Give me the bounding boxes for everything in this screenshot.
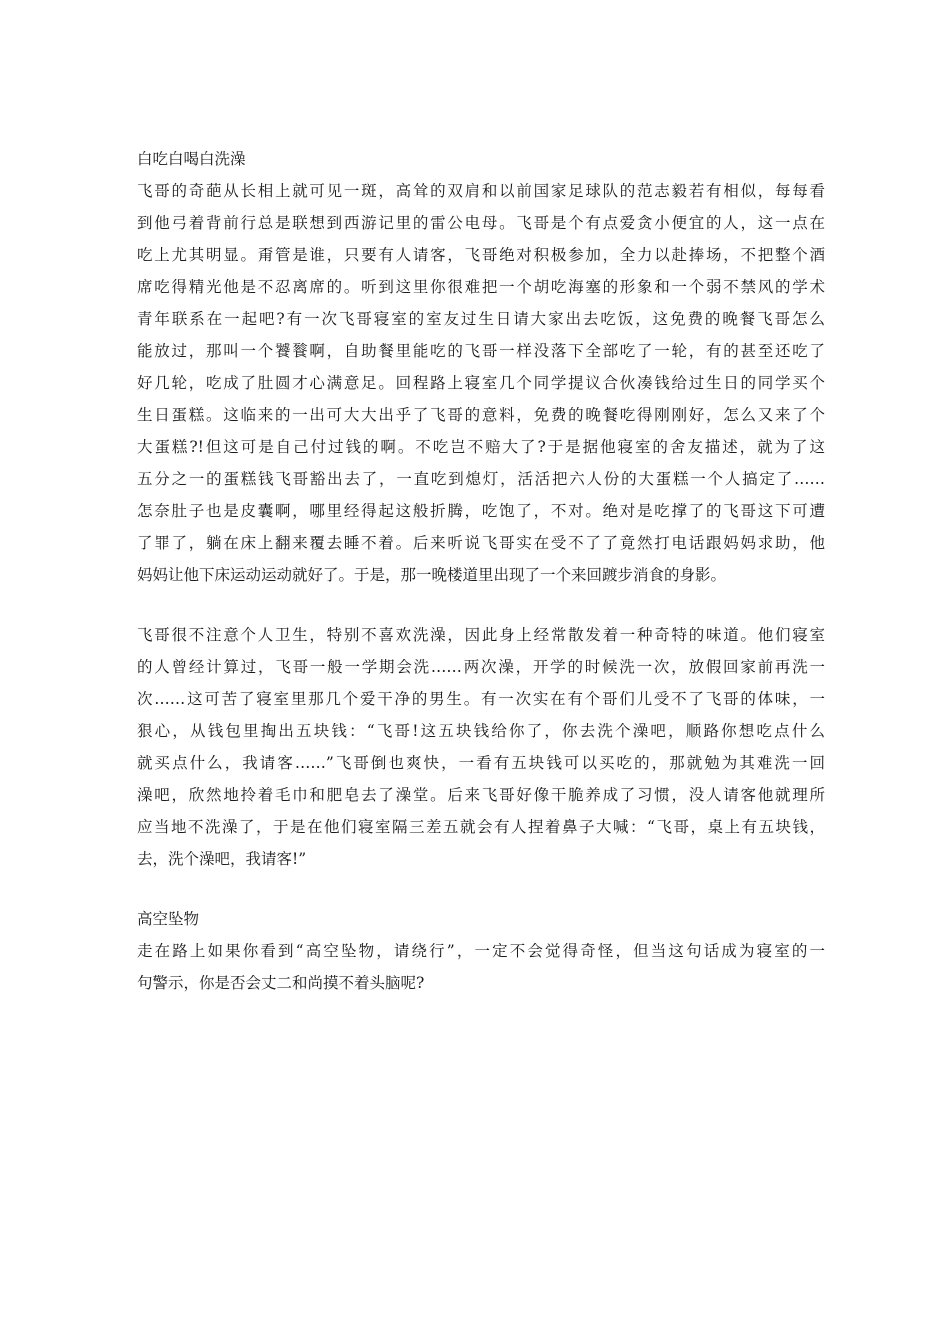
paragraph-line: 妈妈让他下床运动运动就好了。于是，那一晚楼道里出现了一个来回踱步消食的身影。 (137, 566, 727, 584)
paragraph-line: 应当地不洗澡了，于是在他们寝室隔三差五就会有人捏着鼻子大喊：“飞哥，桌上有五块钱， (137, 818, 825, 836)
paragraph (137, 175, 825, 591)
paragraph-line: 飞哥的奇葩从长相上就可见一斑，高耸的双肩和以前国家足球队的范志毅若有相似，每每看 (137, 182, 825, 200)
paragraph-line: 走在路上如果你看到“高空坠物，请绕行”，一定不会觉得奇怪，但当这句话成为寝室的一 (137, 942, 825, 960)
paragraph-line: 大蛋糕?!但这可是自己付过钱的啊。不吃岂不赔大了?于是据他寝室的舍友描述，就为了这 (137, 438, 825, 456)
document-page (137, 143, 825, 999)
paragraph-line: 飞哥很不注意个人卫生，特别不喜欢洗澡，因此身上经常散发着一种奇特的味道。他们寝室 (137, 626, 825, 644)
section-heading: 白吃白喝白洗澡 (137, 150, 246, 168)
paragraph (137, 619, 825, 875)
paragraph-line: 去，洗个澡吧，我请客!” (137, 850, 307, 868)
paragraph-gap (137, 591, 825, 619)
section-bai-chi (137, 143, 825, 875)
paragraph-line: 青年联系在一起吧?有一次飞哥寝室的室友过生日请大家出去吃饭，这免费的晚餐飞哥怎么 (137, 310, 825, 328)
paragraph-line: 澡吧，欣然地拎着毛巾和肥皂去了澡堂。后来飞哥好像干脆养成了习惯，没人请客他就理所 (137, 786, 825, 804)
paragraph-line: 次……这可苦了寝室里那几个爱干净的男生。有一次实在有个哥们儿受不了飞哥的体味，一 (137, 690, 825, 708)
paragraph-line: 能放过，那叫一个饕餮啊，自助餐里能吃的飞哥一样没落下全部吃了一轮，有的甚至还吃了 (137, 342, 825, 360)
paragraph-line: 席吃得精光他是不忍离席的。听到这里你很难把一个胡吃海塞的形象和一个弱不禁风的学术 (137, 278, 825, 296)
paragraph-line: 好几轮，吃成了肚圆才心满意足。回程路上寝室几个同学提议合伙凑钱给过生日的同学买个 (137, 374, 825, 392)
paragraph-line: 怎奈肚子也是皮囊啊，哪里经得起这般折腾，吃饱了，不对。绝对是吃撑了的飞哥这下可遭 (137, 502, 825, 520)
paragraph-line: 狠心，从钱包里掏出五块钱：“飞哥!这五块钱给你了，你去洗个澡吧，顺路你想吃点什么 (137, 722, 825, 740)
section-gap (137, 875, 825, 903)
section-heading: 高空坠物 (137, 910, 200, 928)
section-gao-kong (137, 903, 825, 999)
paragraph (137, 935, 825, 999)
paragraph-line: 就买点什么，我请客……”飞哥倒也爽快，一看有五块钱可以买吃的，那就勉为其难洗一回 (137, 754, 825, 772)
paragraph-line: 了罪了，躺在床上翻来覆去睡不着。后来听说飞哥实在受不了了竟然打电话跟妈妈求助，他 (137, 534, 825, 552)
paragraph-line: 的人曾经计算过，飞哥一般一学期会洗……两次澡，开学的时候洗一次，放假回家前再洗一 (137, 658, 825, 676)
paragraph-line: 到他弓着背前行总是联想到西游记里的雷公电母。飞哥是个有点爱贪小便宜的人，这一点在 (137, 214, 825, 232)
paragraph-line: 五分之一的蛋糕钱飞哥豁出去了，一直吃到熄灯，活活把六人份的大蛋糕一个人搞定了…… (137, 470, 825, 488)
paragraph-line: 吃上尤其明显。甭管是谁，只要有人请客，飞哥绝对积极参加，全力以赴捧场，不把整个酒 (137, 246, 825, 264)
paragraph-line: 生日蛋糕。这临来的一出可大大出乎了飞哥的意料，免费的晚餐吃得刚刚好，怎么又来了个 (137, 406, 825, 424)
paragraph-line: 句警示，你是否会丈二和尚摸不着头脑呢? (137, 974, 425, 992)
